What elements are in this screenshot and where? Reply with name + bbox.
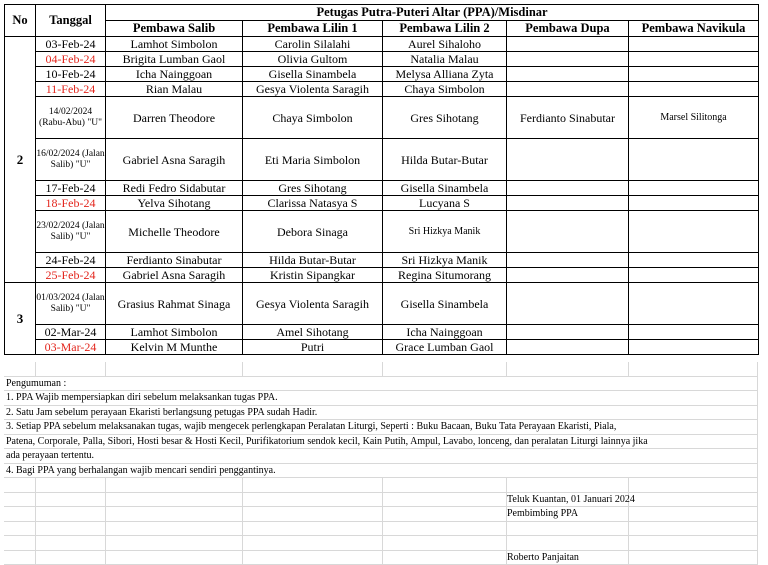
dupa-cell [507,196,629,211]
header-tanggal: Tanggal [36,5,106,37]
signature-place-date: Teluk Kuantan, 01 Januari 2024 [507,493,635,507]
navikula-cell [629,253,759,268]
grid-line [628,551,629,565]
lilin1-cell: Carolin Silalahi [243,37,383,52]
grid-line [757,522,758,536]
navikula-cell [629,211,759,253]
navikula-cell [629,268,759,283]
header-role-lilin1: Pembawa Lilin 1 [243,21,383,37]
dupa-cell [507,82,629,97]
lilin1-cell: Kristin Sipangkar [243,268,383,283]
dupa-cell [507,67,629,82]
navikula-cell [629,283,759,325]
grid-line [35,493,36,507]
grid-line [242,507,243,521]
navikula-cell [629,181,759,196]
dupa-cell [507,253,629,268]
date-cell: 03-Feb-24 [36,37,106,52]
navikula-cell [629,37,759,52]
grid-line [242,522,243,536]
footer-row [4,377,758,392]
grid-line [242,362,243,376]
lilin2-cell: Regina Situmorang [383,268,507,283]
salib-cell: Lamhot Simbolon [106,325,243,340]
grid-line [757,551,758,565]
salib-cell: Redi Fedro Sidabutar [106,181,243,196]
dupa-cell [507,283,629,325]
dupa-cell: Ferdianto Sinabutar [507,97,629,139]
grid-line [382,536,383,550]
table-row [5,253,759,268]
salib-cell: Rian Malau [106,82,243,97]
footer-row [4,551,758,565]
header-role-lilin2: Pembawa Lilin 2 [383,21,507,37]
salib-cell: Ferdianto Sinabutar [106,253,243,268]
lilin1-cell: Gisella Sinambela [243,67,383,82]
salib-cell: Icha Nainggoan [106,67,243,82]
header-role-dupa: Pembawa Dupa [507,21,629,37]
lilin1-cell: Olivia Gultom [243,52,383,67]
grid-line [628,536,629,550]
grid-line [628,478,629,492]
grid-line [35,362,36,376]
footer-row [4,449,758,464]
grid-line [35,536,36,550]
date-cell: 25-Feb-24 [36,268,106,283]
table-row [5,67,759,82]
date-cell: 02-Mar-24 [36,325,106,340]
lilin2-cell: Gisella Sinambela [383,283,507,325]
lilin1-cell: Gres Sihotang [243,181,383,196]
header-no: No [5,5,36,37]
grid-line [382,522,383,536]
lilin2-cell: Grace Lumban Gaol [383,340,507,355]
footer-row [4,522,758,537]
group-number: 2 [5,37,36,283]
lilin2-cell: Icha Nainggoan [383,325,507,340]
grid-line [242,478,243,492]
lilin2-cell: Gres Sihotang [383,97,507,139]
grid-line [506,478,507,492]
table-row [5,139,759,181]
dupa-cell [507,325,629,340]
date-cell: 04-Feb-24 [36,52,106,67]
date-cell: 01/03/2024 (Jalan Salib) "U" [36,283,106,325]
grid-line [35,507,36,521]
navikula-cell [629,67,759,82]
signature-role: Pembimbing PPA [507,507,578,521]
dupa-cell [507,52,629,67]
grid-line [628,522,629,536]
header-title: Petugas Putra-Puteri Altar (PPA)/Misdinar [106,5,759,21]
lilin2-cell: Hilda Butar-Butar [383,139,507,181]
grid-line [757,391,758,405]
lilin1-cell: Amel Sihotang [243,325,383,340]
grid-line [506,536,507,550]
lilin1-cell: Gesya Violenta Saragih [243,82,383,97]
grid-line [628,362,629,376]
table-row [5,196,759,211]
lilin1-cell: Hilda Butar-Butar [243,253,383,268]
salib-cell: Michelle Theodore [106,211,243,253]
table-row [5,52,759,67]
grid-line [757,464,758,478]
navikula-cell [629,340,759,355]
footer-row [4,536,758,551]
date-cell: 24-Feb-24 [36,253,106,268]
grid-line [757,420,758,434]
date-cell: 10-Feb-24 [36,67,106,82]
navikula-cell [629,52,759,67]
schedule-table [4,4,759,355]
grid-line [105,478,106,492]
grid-line [242,493,243,507]
grid-line [757,435,758,449]
dupa-cell [507,181,629,196]
announcement-line: 2. Satu Jam sebelum perayaan Ekaristi berlangsung petugas PPA sudah Hadir. [6,406,317,420]
grid-line [382,478,383,492]
grid-line [105,551,106,565]
date-cell: 03-Mar-24 [36,340,106,355]
date-cell: 23/02/2024 (Jalan Salib) "U" [36,211,106,253]
footer-row [4,478,758,493]
grid-line [35,478,36,492]
announcement-line: 4. Bagi PPA yang berhalangan wajib mencari sendiri penggantinya. [6,464,276,478]
date-cell: 16/02/2024 (Jalan Salib) "U" [36,139,106,181]
grid-line [105,507,106,521]
navikula-cell [629,82,759,97]
announcement-title: Pengumuman : [6,377,66,391]
grid-line [382,507,383,521]
lilin1-cell: Chaya Simbolon [243,97,383,139]
salib-cell: Darren Theodore [106,97,243,139]
footer-row [4,435,758,450]
grid-line [35,522,36,536]
lilin1-cell: Clarissa Natasya S [243,196,383,211]
footer-row [4,362,758,377]
schedule-body [5,37,759,355]
lilin2-cell: Sri Hizkya Manik [383,211,507,253]
grid-line [105,493,106,507]
table-row [5,340,759,355]
table-row [5,268,759,283]
salib-cell: Grasius Rahmat Sinaga [106,283,243,325]
grid-line [757,362,758,376]
footer-row [4,420,758,435]
grid-line [757,507,758,521]
grid-line [757,377,758,391]
dupa-cell [507,37,629,52]
grid-line [105,362,106,376]
grid-line [382,362,383,376]
table-row [5,97,759,139]
dupa-cell [507,268,629,283]
lilin2-cell: Gisella Sinambela [383,181,507,196]
grid-line [757,406,758,420]
grid-line [382,493,383,507]
table-row [5,37,759,52]
table-row [5,283,759,325]
grid-line [757,449,758,463]
navikula-cell [629,196,759,211]
dupa-cell [507,211,629,253]
grid-line [382,551,383,565]
dupa-cell [507,340,629,355]
grid-line [105,536,106,550]
lilin2-cell: Chaya Simbolon [383,82,507,97]
grid-line [757,536,758,550]
footer-row [4,406,758,421]
header-role-salib: Pembawa Salib [106,21,243,37]
salib-cell: Lamhot Simbolon [106,37,243,52]
footer-row [4,493,758,508]
grid-line [628,507,629,521]
lilin2-cell: Lucyana S [383,196,507,211]
grid-line [35,551,36,565]
navikula-cell [629,139,759,181]
header-role-navikula: Pembawa Navikula [629,21,759,37]
navikula-cell [629,325,759,340]
footer-row [4,464,758,479]
lilin1-cell: Gesya Violenta Saragih [243,283,383,325]
grid-line [242,551,243,565]
lilin2-cell: Natalia Malau [383,52,507,67]
table-row [5,181,759,196]
lilin2-cell: Aurel Sihaloho [383,37,507,52]
footer-row [4,391,758,406]
navikula-cell: Marsel Silitonga [629,97,759,139]
announcement-line: Patena, Corporale, Palla, Sibori, Hosti besar & Hosti Kecil, Purifikatorium sendok kecil, Kain Putih, Ampul, Lavabo, lonceng, dan peralatan Liturgi lainnya jika [6,435,648,449]
announcement-line: 1. PPA Wajib mempersiapkan diri sebelum melaksankan tugas PPA. [6,391,278,405]
table-row [5,325,759,340]
date-cell: 14/02/2024 (Rabu-Abu) "U" [36,97,106,139]
announcement-line: ada perayaan tertentu. [6,449,94,463]
announcement-line: 3. Setiap PPA sebelum melaksanakan tugas, wajib mengecek perlengkapan Peralatan Liturgi, Seperti : Buku Bacaan, Buku Tata Perayaan Ekaristi, Piala, [6,420,616,434]
salib-cell: Kelvin M Munthe [106,340,243,355]
date-cell: 11-Feb-24 [36,82,106,97]
grid-line [757,493,758,507]
grid-line [242,536,243,550]
salib-cell: Gabriel Asna Saragih [106,268,243,283]
dupa-cell [507,139,629,181]
lilin1-cell: Putri [243,340,383,355]
table-row [5,82,759,97]
grid-line [757,478,758,492]
grid-line [506,362,507,376]
lilin2-cell: Sri Hizkya Manik [383,253,507,268]
date-cell: 17-Feb-24 [36,181,106,196]
announcement-area [4,362,758,565]
lilin1-cell: Debora Sinaga [243,211,383,253]
grid-line [105,522,106,536]
lilin1-cell: Eti Maria Simbolon [243,139,383,181]
date-cell: 18-Feb-24 [36,196,106,211]
lilin2-cell: Melysa Alliana Zyta [383,67,507,82]
salib-cell: Yelva Sihotang [106,196,243,211]
table-row [5,211,759,253]
salib-cell: Gabriel Asna Saragih [106,139,243,181]
schedule-sheet [4,4,758,355]
footer-row [4,507,758,522]
signature-name: Roberto Panjaitan [507,551,579,565]
group-number: 3 [5,283,36,355]
grid-line [506,522,507,536]
salib-cell: Brigita Lumban Gaol [106,52,243,67]
